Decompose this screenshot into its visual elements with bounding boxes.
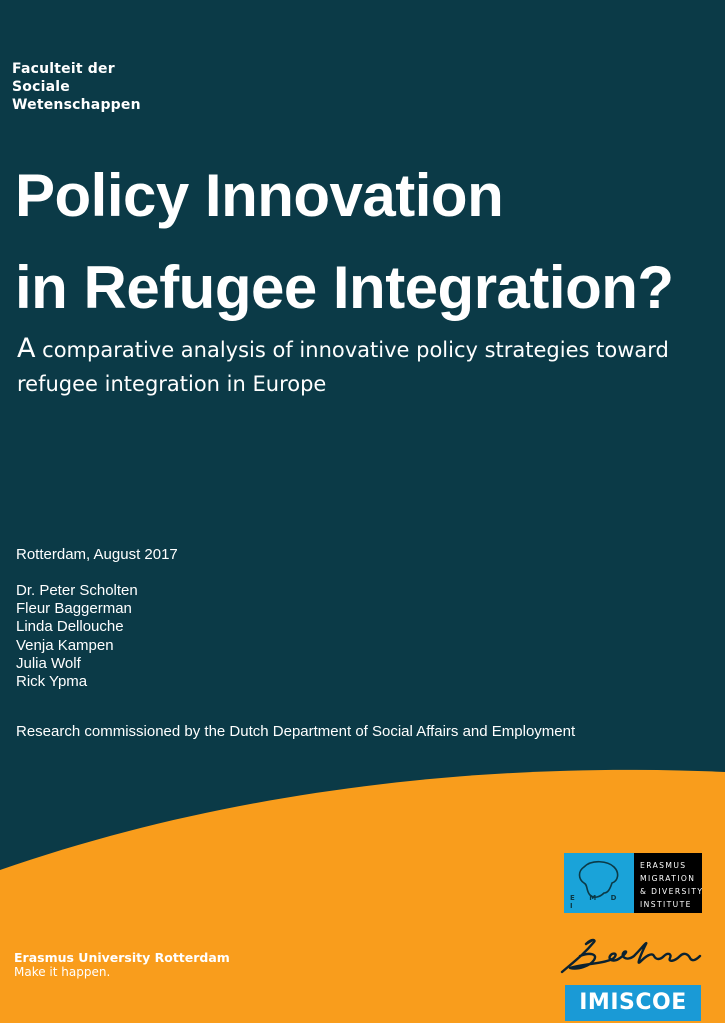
report-title bbox=[15, 150, 674, 334]
faculty-line-2: Sociale bbox=[12, 79, 70, 95]
erasmus-signature-logo bbox=[556, 930, 706, 980]
emdi-logo bbox=[564, 853, 702, 913]
title-line-1: Policy Innovation bbox=[15, 162, 504, 229]
university-slogan: Make it happen. bbox=[14, 965, 111, 979]
emdi-letters: E M D I bbox=[570, 894, 623, 910]
emdi-line: ERASMUS bbox=[640, 861, 687, 870]
faculty-line-1: Faculteit der bbox=[12, 61, 115, 77]
faculty-name bbox=[12, 60, 141, 114]
author: Fleur Baggerman bbox=[16, 600, 132, 618]
author: Julia Wolf bbox=[16, 654, 81, 672]
university-logo bbox=[14, 950, 230, 979]
author: Dr. Peter Scholten bbox=[16, 582, 138, 599]
subtitle-first-letter: A bbox=[17, 333, 36, 364]
author: Linda Dellouche bbox=[16, 618, 124, 636]
place-date: Rotterdam, August 2017 bbox=[16, 546, 178, 563]
author-list bbox=[16, 582, 138, 691]
emdi-wordmark bbox=[634, 853, 703, 913]
author: Venja Kampen bbox=[16, 636, 114, 654]
title-line-2: in Refugee Integration? bbox=[15, 254, 674, 321]
report-subtitle bbox=[17, 332, 707, 401]
emdi-map-icon bbox=[564, 853, 634, 913]
imiscoe-logo: IMISCOE bbox=[565, 985, 701, 1021]
emdi-line: & DIVERSITY bbox=[640, 887, 704, 896]
author: Rick Ypma bbox=[16, 673, 88, 691]
emdi-line: INSTITUTE bbox=[640, 900, 692, 909]
emdi-line: MIGRATION bbox=[640, 874, 696, 883]
university-name: Erasmus University Rotterdam bbox=[14, 950, 230, 965]
faculty-line-3: Wetenschappen bbox=[12, 97, 141, 113]
subtitle-text: comparative analysis of innovative policy strategies toward refugee integration in Europe bbox=[17, 338, 669, 396]
commission-note: Research commissioned by the Dutch Department of Social Affairs and Employment bbox=[16, 723, 576, 740]
